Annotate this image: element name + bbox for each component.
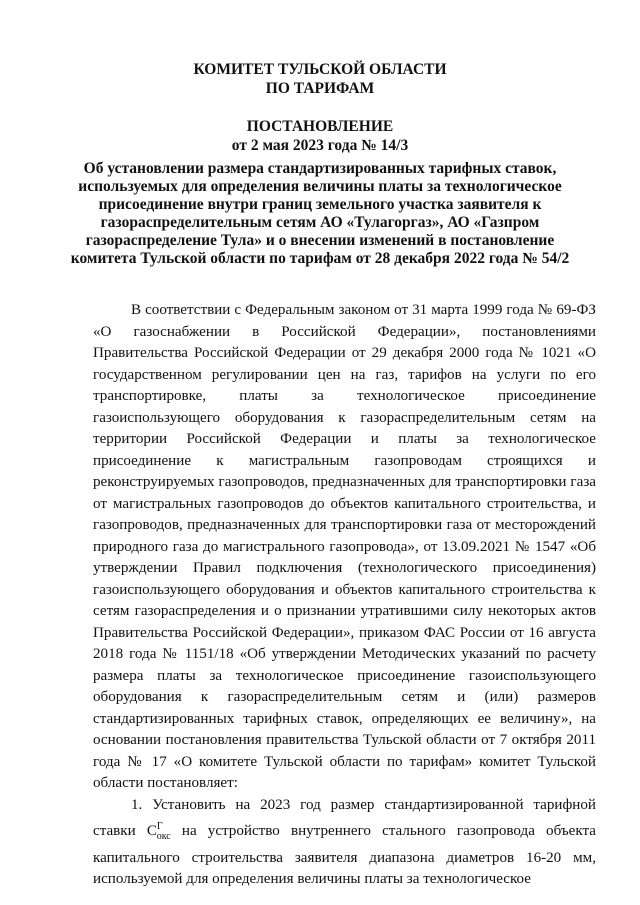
title-line: комитета Тульской области по тарифам от 28 декабря 2022 года № 54/2 bbox=[70, 250, 570, 267]
committee-name-line2: ПО ТАРИФАМ bbox=[265, 80, 375, 97]
preamble-paragraph: В соответствии с Федеральным законом от 31 марта 1999 года № 69-ФЗ «О газоснабжении в Российской Федерации», постановлениями Правительства Российской Федерации от 29 декабря 2000 года № 1021 «О государственном регулировании цен на газ, тарифов на услуги по его транспортировке, платы за технологическое присоединение газоиспользующего оборудования к газораспределительным сетям на территории Российской Федерации и платы за технологическое присоединение к магистральным газопроводам строящихся и реконструируемых газопроводов, предназначенных для транспортировки газа от магистральных газопроводов до объектов капитального строительства, и газопроводов, предназначенных для транспортировки газа от месторождений природного газа до магистрального газопровода», от 13.09.2021 № 1547 «Об утверждении Правил подключения (технологического присоединения) газоиспользующего оборудования и объектов капитального строительства к сетям газораспределения и о признании утратившими силу некоторых актов Правительства Российской Федерации», приказом ФАС России от 16 августа 2018 года № 1151/18 «Об утверждении Методических указаний по расчету размера платы за технологическое присоединение газоиспользующего оборудования к газораспределительным сетям и (или) размеров стандартизированных тарифных ставок, определяющих ее величину», на основании постановления правительства Тульской области от 7 октября 2011 года № 17 «О комитете Тульской области по тарифам» комитет Тульской области постановляет: bbox=[93, 302, 596, 791]
title-line: Об установлении размера стандартизированных тарифных ставок, bbox=[83, 160, 557, 177]
tariff-symbol-subscript: окс bbox=[156, 831, 171, 843]
title-line: присоединение внутри границ земельного участка заявителя к bbox=[98, 196, 542, 213]
title-line: используемых для определения величины платы за технологическое bbox=[78, 178, 562, 195]
title-line: газораспределение Тула» и о внесении изменений в постановление bbox=[85, 232, 555, 249]
decree-date: от 2 мая 2023 года № 14/3 bbox=[231, 137, 409, 154]
decree-title bbox=[0, 160, 640, 268]
committee-header bbox=[0, 60, 640, 98]
item-1-text-end: на устройство внутреннего стального газопровода объекта капитального строительства заявителя диапазона диаметров 16-20 мм, используемой для определения величины платы за технологическое bbox=[93, 823, 596, 888]
decree-body bbox=[93, 300, 596, 891]
item-1-text-start: 1. Установить на 2023 год размер стандартизированной тарифной ставки С bbox=[93, 796, 596, 840]
committee-name-line1: КОМИТЕТ ТУЛЬСКОЙ ОБЛАСТИ bbox=[193, 61, 447, 78]
item-1-paragraph bbox=[93, 795, 596, 891]
title-line: газораспределительным сетям АО «Тулагоргаз», АО «Газпром bbox=[100, 214, 540, 231]
decree-header bbox=[0, 117, 640, 155]
decree-word: ПОСТАНОВЛЕНИЕ bbox=[246, 118, 394, 135]
tariff-symbol-superscript: Г bbox=[156, 821, 163, 832]
